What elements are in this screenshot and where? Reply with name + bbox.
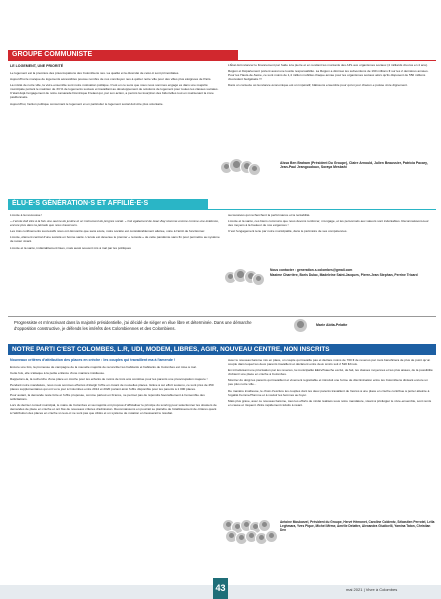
- column-right-s4: [228, 358, 434, 409]
- paragraph: Lors du dernier conseil municipal, le maire de Colombes et sa majorité ont proposé d'officialiser le principe du scoring pour sélectionner les dossiers de demandes de place en crèche et ont fixé de nouveaux critères d'admission. Reconnaissons en pourrait se plaindre de l'établissement de critères quant à l'attribution des places en crèche si ceux-ci ne sont pas que ciblés et un système de notation en fausserait le résultat.: [10, 403, 217, 416]
- paragraph: En introduisant une priorisation par les revenus, la municipalité EELV/Gauche exclut, de fait, les classes moyennes et les plus aisées, de la possibilité d'obtenir une place en crèche à Colombes.: [228, 368, 433, 377]
- avatar-group: [220, 158, 280, 178]
- column-left-s2: [10, 213, 220, 252]
- column-right-s2: [228, 213, 434, 235]
- paragraph: L'école et la santé, indéniablement liées, mais aussi souvent mis à mal par les politiques: [10, 245, 131, 250]
- column-left-s1: [10, 71, 220, 108]
- paragraph: Mais plus grave, avec ce nouveau barème, tous les efforts de mixité réalisés sous notre mandature, visant à privilégier le vivre-ensemble, sont remis en cause et risquent d'être rapidement réduits à néant.: [228, 398, 432, 407]
- paragraph: Pendant notre mandature, nous nous sommes efforcés d'élargir l'offre en créant de nouvelles places. Grâce à cet effort soutenu, ce sont près de 250 places supplémentaires qui ont vu le jour à Colombes entre 2014 et 2020 portant ainsi l'offre disponible pour les parents à 1 000 places.: [10, 382, 214, 391]
- paragraph: Aujourd'hui le manque de logements accessibles pousse nombre de nos concitoyen nes à quitter notre ville pour des villes plus éloignées de Paris.: [10, 77, 212, 82]
- paragraph: Région et Département portent aussi une lourde responsabilité. La Région a diminué les subventions de 190 millions € sur les 2 dernières années. Pour les Hauts-de-Seine, ce sont moins de 1,4 million mobilisé chaque année pour les organismes sociaux alors qu'ils disposent de 550 millions d'excédent budgétaire !!!: [228, 69, 429, 82]
- paragraph: Montrer du doigt les parents qui travaillent et vivement regrettable et introduit une forme de discrimination entre les Colombiens divisant encore un peu plus notre ville...: [228, 378, 428, 387]
- paragraph: De manière insidieuse, le choix d'exclure les couples dont les deux parents travaillent de l'accès à une place en crèche contribue à porter atteinte à l'égalité Femme/Homme et à vouloir les femmes au foyer.: [228, 388, 430, 397]
- section-rule: [8, 209, 436, 210]
- column-left-s4: [10, 358, 218, 418]
- section-subtitle: LE LOGEMENT, UNE PRIORITÉ: [10, 64, 64, 68]
- avatar: [248, 163, 261, 176]
- paragraph: L'école et la santé, ces biens communs que nous devons renforcer, m'engage, et les personnels aux valeurs sont indéniables. Reconnaissons-leur des moyens à la hauteur de nos exigences !: [228, 219, 429, 228]
- paragraph: successives qui recherchent la performance et la rentabilité.: [228, 213, 311, 217]
- member-name: Marie Abita-Pelatte: [316, 323, 348, 327]
- paragraph: Dans un contexte où la relance économique est un impératif, bâtissons ensemble pour qu'un jour chacun·e puisse vivre dignement.: [228, 83, 408, 88]
- avatar: [293, 318, 308, 333]
- paragraph: Rappelons-la, la recherche d'une place en crèche pour les enfants de moins de trois ans constitue pour les parents une préoccupation majeure !: [10, 376, 208, 381]
- members-names: Maxime Charrière, Boris Dulac, Madeleine Saint-Jacques, Pierre-Jean Stephan, Perrine Tricard: [270, 273, 418, 277]
- avatar: [265, 530, 278, 543]
- paragraph: Aujourd'hui, l'action politique concernant le logement et en particulier le logement social doit être plus volontaire.: [10, 101, 164, 106]
- page-number: 43: [213, 578, 228, 599]
- column-right-s1: [228, 63, 434, 89]
- paragraph: C'est l'engagement tenu par notre municipalité, dans le périmètre de ses compétences.: [228, 229, 348, 234]
- section-header-groupe-communiste: GROUPE COMMUNISTE: [8, 50, 238, 60]
- members-names: Antoine Moukarzel, Président du Groupe, Hervé Hémonet, Caroline Coblentz, Sébastien Perrotel, Leïla Leghmara, Yves Pique, Michel Mème, Amélie Delattre, Alexandra Giudicelli, Yamina Taton, Christian Den: [280, 520, 435, 533]
- paragraph: Encore une fois, la promesse de campagne de la nouvelle majorité de reconcilier les habitants et habitants de Colombes est mise à mal.: [10, 364, 197, 369]
- paragraph: Pour autant, la demande reste forte et l'offre proposée, comme partout en France, ne permet pas de répondre favorablement à l'ensemble des sollicitations.: [10, 393, 205, 402]
- paragraph: L'école, élément central d'une société en bonne santé. L'école est devenue le premier « remède » de cette pandémie sans fin pour permettre au système de rester vivant.: [10, 235, 220, 244]
- section-rule: [8, 60, 436, 61]
- paragraph: L'école à la rescousse !: [10, 213, 43, 217]
- footer-text: mai 2021 | Vivre à Colombes: [346, 587, 398, 592]
- paragraph: Le logement est la première des préoccupations des Colombiens nes. La qualité et la diversité de celui-ci sont primordiales.: [10, 71, 180, 75]
- section-header-generations: ÉLU·E·S GÉNÉRATION·S ET AFFILIÉ·E·S: [8, 199, 208, 209]
- paragraph: Cette fois, elle s'attaque à la petite enfance d'une manière insidieuse.: [10, 370, 105, 375]
- section-rule: [8, 316, 436, 317]
- quote-paragraph: « L'école doit être à la fois une œuvre de justice et un instrument de progrès social. » Cet également de Jean Zay résonne encore comme une évidence, encore plus dans la période que nous traversons.: [10, 219, 219, 228]
- members-names: Aïssa Ben Braham (Président Du Groupe), Claire Arnould, Julien Beaussier, Patricia Pacary, Jean-Paul Jeangoudoux, Soraya Mesbahi: [280, 161, 428, 170]
- lead-paragraph: Nouveaux critères d'attribution des places en crèche : les couples qui travaillent ma à l'amende !: [10, 358, 176, 362]
- paragraph: La mixité de notre ville, la vivre-ensemble sont notre motivation politique. C'est en ce sens que nous nous sommes engagé es dans une majorité municipale portant le maintien de 33 % de logements sociaux et travaillant au développement de solutions de logement pour toutes les classes sociales. C'était déjà l'engagement de notre camarade Dominique Frelaut qui, par son action, a permis la résorption des bidonvilles tout en maintenant la zone pavillonnaire.: [10, 83, 219, 100]
- paragraph: Les trois confinements successifs nous ont démontré que sans école, notre société est considérablement altérée, voire à l'arrêt de fonctionner.: [10, 229, 206, 234]
- paragraph: Avec le nouveau barème mis en place, un couple qui travaille pas et déclare moins de 700 € de revenus par mois bénéficiera de plus de point qu'un couple dans lequel les deux parents travaillent et déclarent entre deux smics soit 2 520 €/mois.: [228, 358, 431, 367]
- contact-line: Nous contacter : generation.s.colombes@gmail.com: [270, 268, 353, 272]
- section-header-notre-parti: NOTRE PARTI C'EST COLOMBES, L.R, UDI, MODEM, LIBRES, AGIR, NOUVEAU CENTRE, NON INSCRITS: [8, 344, 436, 355]
- avatar: [252, 273, 265, 286]
- paragraph: L'État doit relancer le financement par l'aide à la pierre et en rendant les montants des APL aux organismes sociaux (4 milliards d'euros en 4 ans).: [228, 63, 428, 67]
- majority-statement: Progressiste et m'inscrivant dans la majorité présidentielle, j'ai décidé de siéger en élue libre et déterminée. Dans une démarche d'opposition constructive, je défends les intérêts des Colombiennes et des Colombiens.: [14, 320, 252, 331]
